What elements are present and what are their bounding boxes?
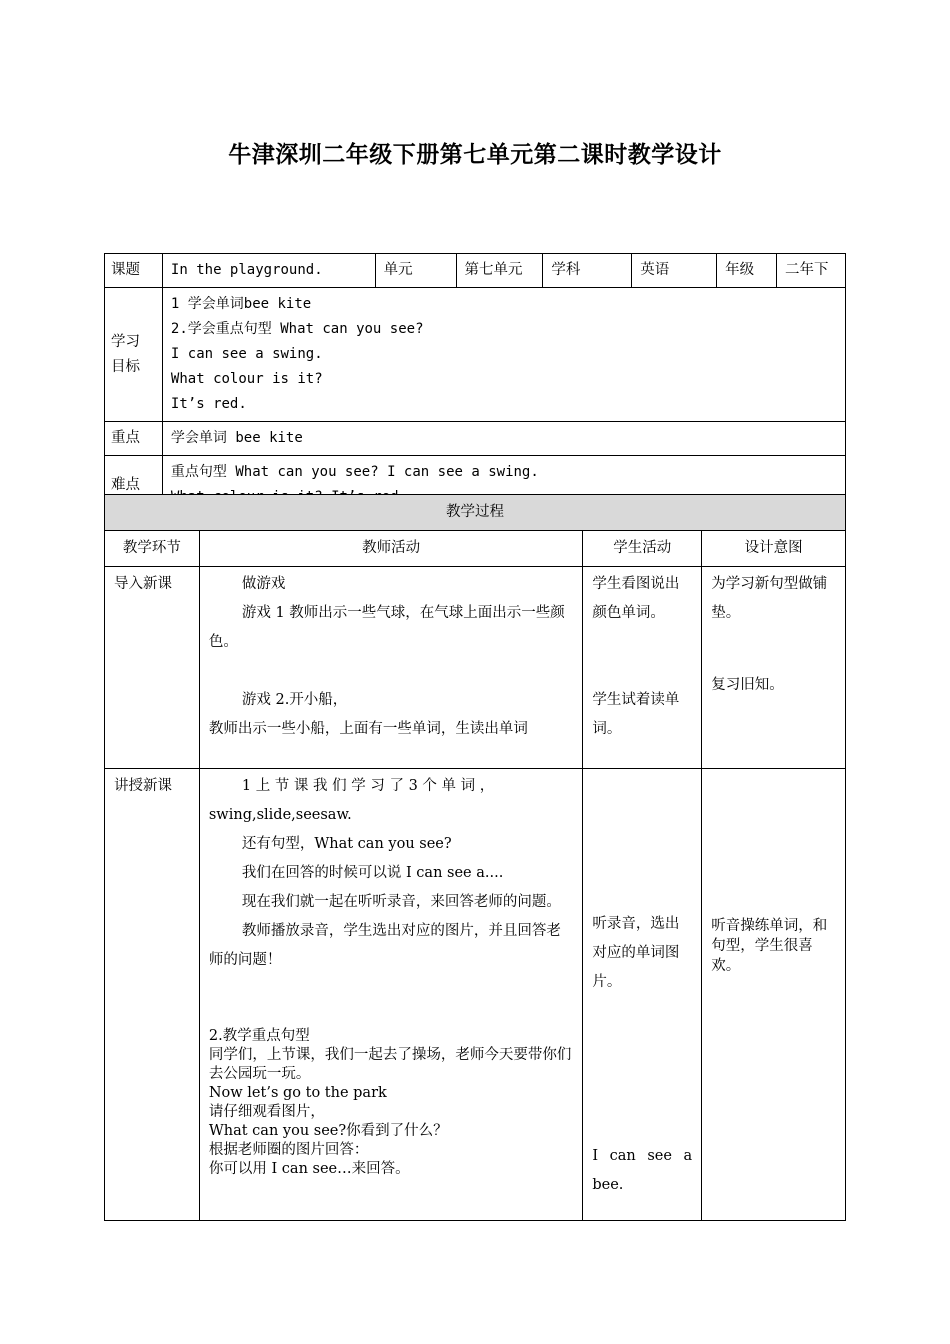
- page-title: 牛津深圳二年级下册第七单元第二课时教学设计: [228, 141, 722, 168]
- intro-student: [583, 567, 702, 769]
- key-point-label: 重点: [105, 422, 163, 456]
- teacher-line: 还有句型，What can you see?: [241, 836, 452, 852]
- teacher-line: Now let’s go to the park: [208, 1085, 387, 1101]
- new-lesson-row: [105, 769, 846, 1221]
- objective-line: 2.学会重点句型 What can you see?: [170, 321, 424, 337]
- process-table: [104, 494, 846, 1221]
- objectives-label: [105, 288, 163, 422]
- purpose-line: 复习旧知。: [711, 677, 784, 693]
- teacher-line: 2.教学重点句型: [208, 1028, 310, 1044]
- purpose-line: 听音操练单词，和句型，学生很喜欢。: [711, 918, 828, 974]
- intro-purpose: [702, 567, 846, 769]
- student-line: 学生试着读单词。: [592, 692, 680, 737]
- new-lesson-purpose: [702, 769, 846, 1221]
- objectives-content: [162, 288, 845, 422]
- column-header: 设计意图: [702, 531, 846, 567]
- objective-line: What colour is it?: [170, 371, 323, 387]
- column-header: 教学环节: [105, 531, 200, 567]
- intro-teacher: [199, 567, 583, 769]
- teacher-line: 你可以用 I can see…来回答。: [208, 1161, 410, 1177]
- student-line: 学生看图说出颜色单词。: [592, 576, 680, 621]
- process-header: 教学过程: [105, 495, 846, 531]
- new-lesson-stage: 讲授新课: [105, 769, 200, 1221]
- column-header-row: [105, 531, 846, 567]
- purpose-line: 为学习新句型做铺垫。: [711, 576, 828, 621]
- objectives-row: [105, 288, 846, 422]
- teacher-line: 我们在回答的时候可以说 I can see a....: [241, 865, 504, 881]
- teacher-line: 教师播放录音，学生选出对应的图片，并且回答老师的问题！: [208, 923, 561, 968]
- objective-line: 1 学会单词bee kite: [170, 296, 312, 312]
- teacher-line: 现在我们就一起在听听录音，来回答老师的问题。: [241, 894, 561, 910]
- intro-stage: 导入新课: [105, 567, 200, 769]
- teacher-line: What can you see?你看到了什么？: [208, 1123, 448, 1139]
- info-table: [104, 253, 846, 515]
- teacher-line: 1 上 节 课 我 们 学 习 了 3 个 单 词 ， swing,slide,seesaw.: [208, 778, 495, 823]
- teacher-line: 游戏 1 教师出示一些气球，在气球上面出示一些颜色。: [208, 605, 565, 650]
- teacher-line: 游戏 2.开小船，: [241, 692, 348, 708]
- teacher-line: 同学们，上节课，我们一起去了操场，老师今天要带你们去公园玩一玩。: [208, 1047, 572, 1082]
- intro-row: [105, 567, 846, 769]
- unit-label: 单元: [375, 254, 456, 288]
- teacher-line: 根据老师圈的图片回答：: [208, 1142, 369, 1158]
- teacher-line: 教师出示一些小船，上面有一些单词，生读出单词: [208, 721, 528, 737]
- column-header: 学生活动: [583, 531, 702, 567]
- subject-value: 英语: [632, 254, 717, 288]
- new-lesson-student: [583, 769, 702, 1221]
- objectives-label-line: 学习: [111, 333, 140, 350]
- column-header: 教师活动: [199, 531, 583, 567]
- teacher-line: 请仔细观看图片，: [208, 1104, 325, 1120]
- info-row: [105, 254, 846, 288]
- topic-label: 课题: [105, 254, 163, 288]
- new-lesson-teacher: [199, 769, 583, 1221]
- objective-line: I can see a swing.: [170, 346, 323, 362]
- objective-line: It’s red.: [170, 396, 247, 412]
- student-line: 听录音，选出对应的单词图片。: [592, 916, 680, 990]
- teacher-line: 做游戏: [241, 576, 286, 592]
- difficulty-line: 重点句型 What can you see? I can see a swing.: [170, 464, 539, 480]
- grade-label: 年级: [717, 254, 777, 288]
- key-point-value: 学会单词 bee kite: [162, 422, 845, 456]
- difficulty-label: 难点: [105, 456, 163, 515]
- unit-value: 第七单元: [456, 254, 543, 288]
- grade-value: 二年下: [777, 254, 846, 288]
- subject-label: 学科: [543, 254, 632, 288]
- objectives-label-line: 目标: [111, 358, 140, 375]
- student-line: I can see a bee.: [592, 1148, 693, 1193]
- key-point-row: [105, 422, 846, 456]
- topic-value: In the playground.: [162, 254, 375, 288]
- process-header-row: [105, 495, 846, 531]
